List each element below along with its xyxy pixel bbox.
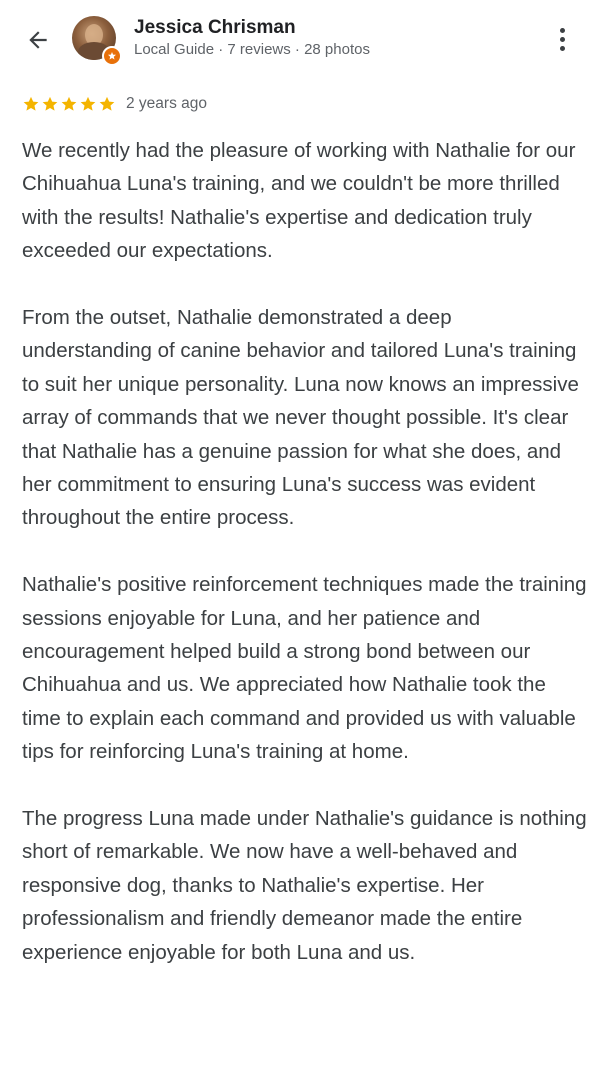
rating-row	[22, 93, 207, 115]
more-options-button[interactable]	[548, 24, 576, 54]
star-icon	[98, 95, 116, 113]
star-icon	[41, 95, 59, 113]
review-header	[0, 0, 600, 80]
star-icon	[60, 95, 78, 113]
more-vertical-icon	[560, 28, 565, 33]
reviewer-meta: Local Guide · 7 reviews · 28 photos	[134, 41, 370, 58]
star-icon	[79, 95, 97, 113]
review-text	[22, 134, 587, 969]
star-icon	[22, 95, 40, 113]
review-paragraph: The progress Luna made under Nathalie's guidance is nothing short of remarkable. We now have a well-behaved and responsive dog, thanks to Nathalie's expertise. Her professionalism and friendly demeanor made the entire experience enjoyable for both Luna and us.	[22, 807, 587, 964]
local-guide-badge-icon	[102, 46, 122, 66]
star-rating	[22, 95, 116, 113]
arrow-left-icon	[25, 27, 51, 53]
back-button[interactable]	[22, 24, 54, 56]
review-date: 2 years ago	[126, 95, 207, 112]
reviewer-name[interactable]: Jessica Chrisman	[134, 17, 296, 38]
review-paragraph: Nathalie's positive reinforcement techniques made the training sessions enjoyable for Luna, and her patience and encouragement helped build a strong bond between our Chihuahua and us. We appreciated how Nathalie took the time to explain each command and provided us with valuable tips for reinforcing Luna's training at home.	[22, 573, 587, 764]
review-paragraph: We recently had the pleasure of working with Nathalie for our Chihuahua Luna's training, and we couldn't be more thrilled with the results! Nathalie's expertise and dedication truly exceeded our expectations.	[22, 139, 576, 263]
reviewer-avatar-wrap[interactable]	[72, 16, 120, 64]
review-paragraph: From the outset, Nathalie demonstrated a deep understanding of canine behavior and tailored Luna's training to suit her unique personality. Luna now knows an impressive array of commands that we never thought possible. It's clear that Nathalie has a genuine passion for what she does, and her commitment to ensuring Luna's success was evident throughout the entire process.	[22, 306, 579, 530]
